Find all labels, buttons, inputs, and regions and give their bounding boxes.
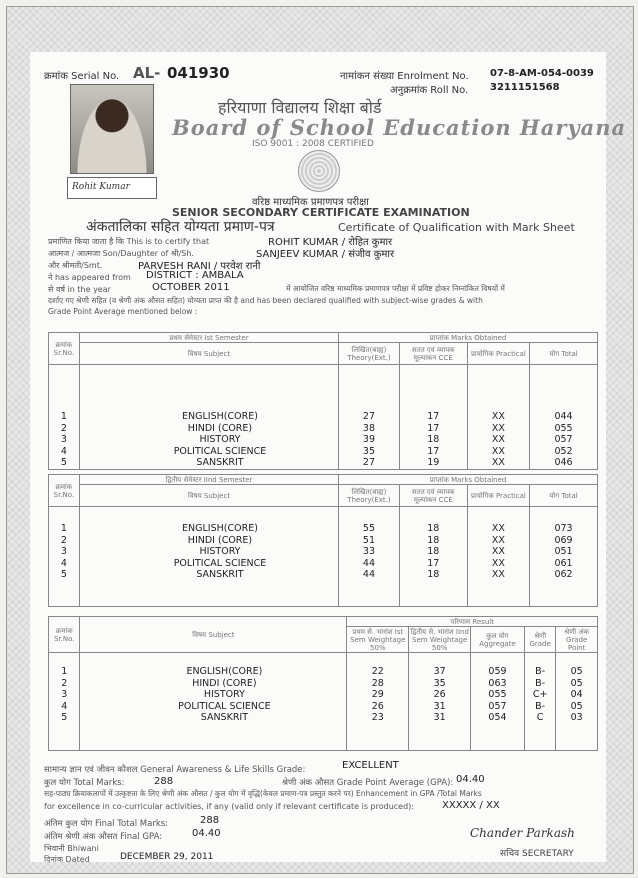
result-aggregate-column: 059 063 055 057 054 [471,653,525,751]
sem1-subject-header: विषय Subject [79,343,338,365]
enrolment-number: 07-8-AM-054-0039 [490,68,594,79]
issue-date: DECEMBER 29, 2011 [120,852,214,862]
student-name: ROHIT KUMAR / रोहित कुमार [268,237,393,248]
statement-line-2: दर्शाए गए श्रेणी सहित (व श्रेणी अंक औसत सहित) योग्यता प्राप्त की है and has been declared qualified with subject-wise grades & with [48,296,483,305]
result-subject-header: विषय Subject [80,617,347,653]
total-marks: 288 [154,776,174,787]
board-logo-icon [298,150,340,192]
secretary-signature: Chander Parkash [470,826,575,840]
certificate-title-english: Certificate of Qualification with Mark Sheet [338,221,575,234]
final-gpa-value: 04.40 [192,828,221,839]
serial-prefix: AL- [133,64,161,82]
sem1-total-column: 044 055 057 052 046 [530,365,598,470]
mother-label: और श्रीमती/Smt. [48,261,103,270]
certificate-title-hindi: अंकतालिका सहित योग्यता प्रमाण-पत्र [86,219,275,235]
result-header: परिणाम Result [347,617,598,627]
student-photo [70,84,154,174]
final-total-label: अंतिम कुल योग Final Total Marks: [44,819,169,829]
enhancement-value: XXXXX / XX [442,800,500,811]
sem2-cce-column: 18 18 18 17 18 [399,507,467,607]
enhancement-line-1: सह-पाठ्य क्रियाकलापों में उत्कृष्टता के लिए श्रेणी अंक औसत / कुल योग में वृद्धि(केवल प्रमाण-पत्र प्रस्तुत करने पर) Enhancement in GPA /Total Marks [44,789,482,798]
sem2-sr-header: क्रमांक Sr.No. [49,475,80,507]
sem1-theory-column: 27 38 39 35 27 [339,365,400,470]
certify-label: प्रमाणित किया जाता है कि This is to certify that [48,237,210,246]
father-label: आत्मज / आत्मजा Son/Daughter of श्री/Sh. [48,249,194,258]
statement-line-3: Grade Point Average mentioned below : [48,307,198,316]
result-sem1-weight-header: प्रथम से. भारांश Ist Sem Weightage 50% [347,627,409,653]
sem2-subject-column: ENGLISH(CORE) HINDI (CORE) HISTORY POLITICAL SCIENCE SANSKRIT [79,507,338,607]
result-grade-column: B- B- C+ B- C [524,653,555,751]
sem1-theory-header: लिखित(बाह्य) Theory(Ext.) [339,343,400,365]
semester-1-table [48,332,598,470]
sem1-total-header: योग Total [530,343,598,365]
sem2-cce-header: सतत एवं व्यापक मूल्यांकन CCE [399,485,467,507]
awareness-label: सामान्य ज्ञान एवं जीवन कौशल General Awareness & Life Skills Grade: [44,765,306,775]
sem2-sr-column: 1 2 3 4 5 [49,507,80,607]
enhancement-line-2: for excellence in co-curricular activities, if any (valid only if relevant certificate is produced): [44,802,414,811]
sem2-subject-header: विषय Subject [79,485,338,507]
father-name: SANJEEV KUMAR / संजीव कुमार [256,249,395,260]
exam-title-hindi: वरिष्ठ माध्यमिक प्रमाणपत्र परीक्षा [252,197,369,208]
sem2-marks-obtained-header: प्राप्तांक Marks Obtained [339,475,598,485]
sem2-total-column: 073 069 051 061 062 [530,507,598,607]
exam-year: OCTOBER 2011 [152,282,230,293]
sem1-title: प्रथम सेमेस्टर Ist Semester [79,333,338,343]
result-w2-column: 37 35 26 31 31 [409,653,471,751]
dated-label: दिनांक Dated [44,855,90,864]
result-sem2-weight-header: द्वितीय से. भारांश IInd Sem Weightage 50% [410,627,469,652]
semester-2-table [48,474,598,607]
board-name-english: Board of School Education Haryana [172,115,627,140]
final-gpa-label: अंतिम श्रेणी अंक औसत Final GPA: [44,832,163,842]
result-sr-header: क्रमांक Sr.No. [49,617,80,653]
sem1-practical-header: प्रायोगिक Practical [467,343,529,365]
sem1-marks-obtained-header: प्राप्तांक Marks Obtained [339,333,598,343]
total-marks-label: कुल योग Total Marks: [44,778,125,788]
sem2-practical-column: XX XX XX XX XX [467,507,529,607]
result-w1-column: 22 28 29 26 23 [347,653,409,751]
sem1-sr-column: 1 2 3 4 5 [49,365,80,470]
iso-certified: ISO 9001 : 2008 CERTIFIED [252,139,374,149]
sem2-total-header: योग Total [530,485,598,507]
gpa-label: श्रेणी अंक औसत Grade Point Average (GPA): [282,778,454,788]
result-grade-header: श्रेणी Grade [524,627,555,653]
sem2-theory-header: लिखित(बाह्य) Theory(Ext.) [339,485,400,507]
result-sr-column: 1 2 3 4 5 [49,653,80,751]
photo-signature: Rohit Kumar [72,182,130,192]
final-total-value: 288 [200,815,220,826]
exam-title-english: SENIOR SECONDARY CERTIFICATE EXAMINATION [172,206,470,219]
sem1-subject-column: ENGLISH(CORE) HINDI (CORE) HISTORY POLITICAL SCIENCE SANSKRIT [79,365,338,470]
district: DISTRICT : AMBALA [146,270,244,281]
sem1-cce-column: 17 17 18 17 19 [399,365,467,470]
photo-signature-box [67,177,157,199]
sem1-cce-header: सतत एवं व्यापक मूल्यांकन CCE [399,343,467,365]
roll-label: अनुक्रमांक Roll No. [390,85,469,96]
secretary-label: सचिव SECRETARY [500,849,574,859]
year-label: से वर्ष in the year [48,285,111,294]
enrolment-label: नामांकन संख्या Enrolment No. [340,71,469,82]
sem1-practical-column: XX XX XX XX XX [467,365,529,470]
sem2-title: द्वितीय सेमेस्टर IInd Semester [79,475,338,485]
sem2-theory-column: 55 51 33 44 44 [339,507,400,607]
board-name-hindi: हरियाणा विद्यालय शिक्षा बोर्ड [218,98,382,117]
result-grade-point-header: श्रेणी अंक Grade Point [556,627,598,653]
place: भिवानी Bhiwani [44,844,99,853]
result-table [48,616,598,751]
result-aggregate-header: कुल योग Aggregate [471,627,525,653]
serial-number: 041930 [167,64,230,82]
mother-name: PARVESH RANI / परवेश रानी [138,261,261,272]
statement-line-1: में आयोजित वरिष्ठ माध्यमिक प्रमाणपत्र परीक्षा में प्रविष्ट होकर निम्नांकित विषयों में [286,284,505,293]
sem1-sr-header: क्रमांक Sr.No. [49,333,80,365]
sem2-practical-header: प्रायोगिक Practical [467,485,529,507]
gpa-value: 04.40 [456,774,485,785]
result-grade-point-column: 05 05 04 05 03 [556,653,598,751]
result-subject-column: ENGLISH(CORE) HINDI (CORE) HISTORY POLITICAL SCIENCE SANSKRIT [80,653,347,751]
serial-label: क्रमांक Serial No. [44,71,120,82]
roll-number: 3211151568 [490,82,560,93]
appeared-label: ने has appeared from [48,273,131,282]
awareness-grade: EXCELLENT [342,760,399,771]
